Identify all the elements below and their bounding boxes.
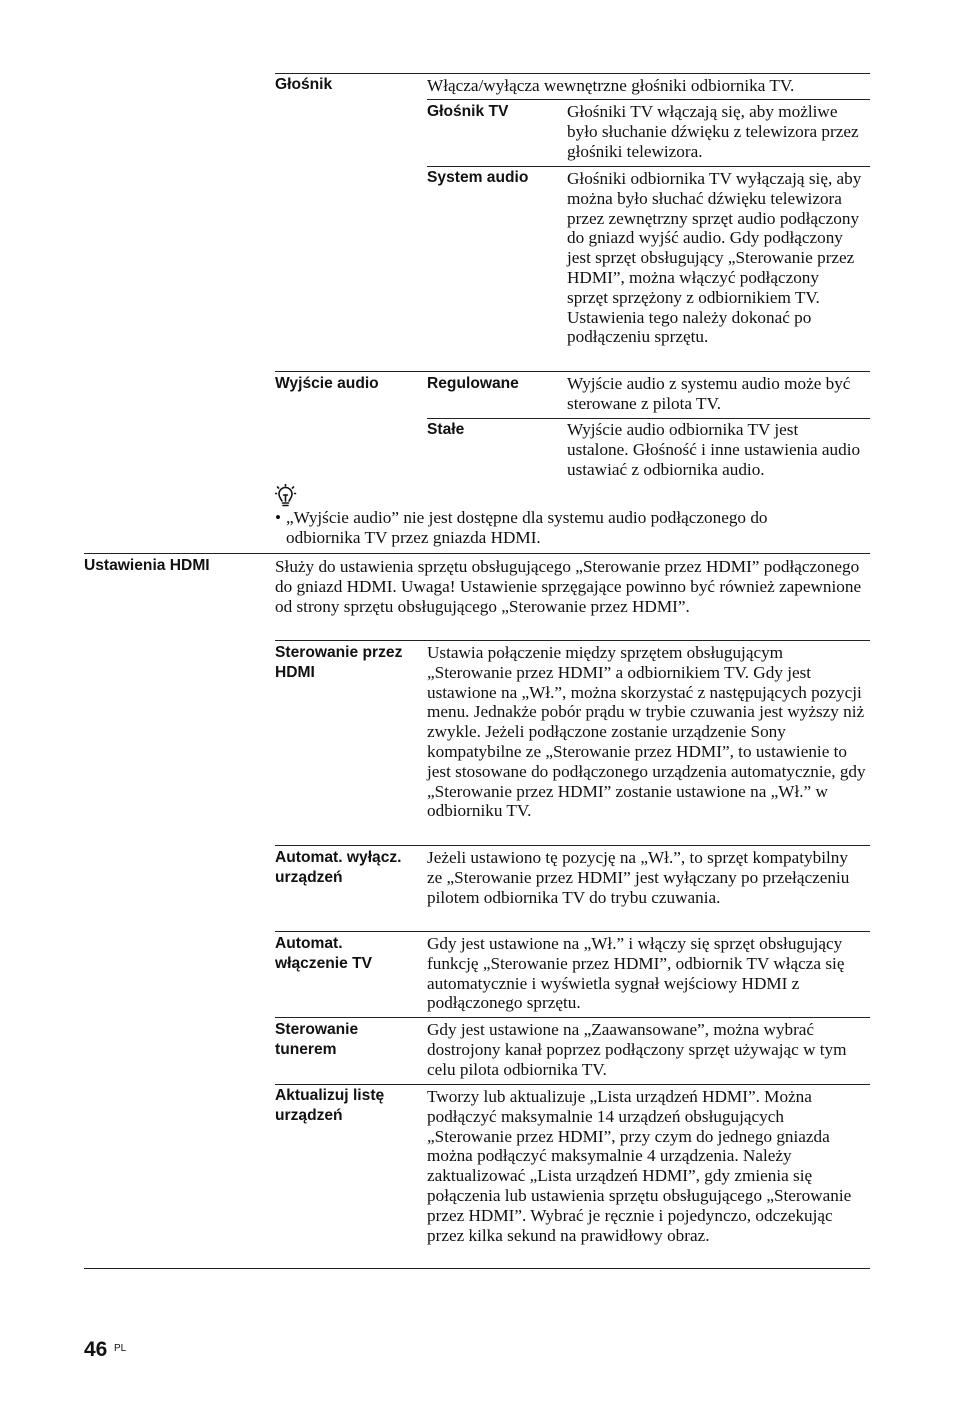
rule-hdmi-row-4 xyxy=(275,1084,870,1085)
glosnik-label: Głośnik xyxy=(275,76,333,93)
glosnik-tv-label: Głośnik TV xyxy=(427,103,509,120)
hdmi-row-label-sterowanie: Sterowanie przez HDMI xyxy=(275,644,403,681)
rule-wyjscie xyxy=(275,371,870,372)
tip-text: „Wyjście audio” nie jest dostępne dla systemu audio podłączonego do odbiornika TV przez gniazda HDMI. xyxy=(286,508,768,547)
regulowane-desc: Wyjście audio z systemu audio może być sterowane z pilota TV. xyxy=(567,374,851,413)
rule-stale xyxy=(427,418,870,419)
lightbulb-icon xyxy=(275,484,297,508)
stale-desc: Wyjście audio odbiornika TV jest ustalone. Głośność i inne ustawienia audio ustawiać z odbiornika audio. xyxy=(567,420,861,479)
hdmi-label: Ustawienia HDMI xyxy=(84,557,210,574)
rule-top xyxy=(275,73,870,74)
wyjscie-label: Wyjście audio xyxy=(275,375,379,392)
hdmi-row-desc-aktualizuj: Tworzy lub aktualizuje „Lista urządzeń HDMI”. Można podłączyć maksymalnie 14 urządzeń obsługujących „Sterowanie przez HDMI”, przy czym do jednego gniazda można podłączyć maksymalnie 4 urządzenia. Należy zaktualizować „Lista urządzeń HDMI”, gdy zmienia się połączenia lub ustawienia sprzętu obsługującego „Sterowanie przez HDMI”. Wybrać je ręcznie i pojedynczo, odczekując przez kilka sekund na prawidłowy obraz. xyxy=(427,1087,852,1245)
hdmi-row-label-automat-wylacz: Automat. wyłącz. urządzeń xyxy=(275,849,402,886)
hdmi-row-desc-tuner: Gdy jest ustawione na „Zaawansowane”, można wybrać dostrojony kanał poprzez podłączony sprzęt używając w tym celu pilota odbiornika TV. xyxy=(427,1020,847,1079)
rule-glosnik-tv xyxy=(427,99,870,100)
rule-system-audio xyxy=(427,166,870,167)
system-audio-label: System audio xyxy=(427,169,529,186)
rule-hdmi-row-3 xyxy=(275,1017,870,1018)
tip-bullet: • xyxy=(275,508,282,527)
rule-hdmi-row-0 xyxy=(275,640,870,641)
hdmi-row-label-automat-wlaczenie: Automat. włączenie TV xyxy=(275,935,373,972)
hdmi-row-desc-sterowanie: Ustawia połączenie między sprzętem obsługującym „Sterowanie przez HDMI” a odbiornikiem TV. Gdy jest ustawione na „Wł.”, można skorzystać z następujących pozycji menu. Jednakże pobór prądu w trybie czuwania jest wyższy niż zwykle. Jeżeli podłączone zostanie urządzenie Sony kompatybilne ze „Sterowanie przez HDMI”, to ustawienie to jest stosowane do podłączonego urządzenia automatycznie, gdy „Sterowanie przez HDMI” zostanie ustawione na „Wł.” w odbiorniku TV. xyxy=(427,643,866,821)
rule-hdmi-row-2 xyxy=(275,931,870,932)
rule-bottom xyxy=(84,1268,870,1269)
hdmi-row-desc-automat-wlaczenie: Gdy jest ustawione na „Wł.” i włączy się sprzęt obsługujący funkcję „Sterowanie przez HDMI”, odbiornik TV włącza się automatycznie i wyświetla sygnał wejściowy HDMI z podłączonego sprzętu. xyxy=(427,934,845,1013)
system-audio-desc: Głośniki odbiornika TV wyłączają się, aby można było słuchać dźwięku telewizora przez zewnętrzny sprzęt audio podłączony do gniazd wyjść audio. Gdy podłączony jest sprzęt obsługujący „Sterowanie przez HDMI”, można włączyć podłączony sprzęt sprzężony z odbiornikiem TV. Ustawienia tego należy dokonać po podłączeniu sprzętu. xyxy=(567,169,862,347)
hdmi-row-label-aktualizuj: Aktualizuj listę urządzeń xyxy=(275,1087,385,1124)
page-lang: PL xyxy=(114,1343,127,1354)
page-number: 46 xyxy=(84,1338,108,1361)
hdmi-intro: Służy do ustawienia sprzętu obsługującego „Sterowanie przez HDMI” podłączonego do gniazd HDMI. Uwaga! Ustawienie sprzęgające powinno być również zapewnione od strony sprzętu obsługującego „Sterowanie przez HDMI”. xyxy=(275,557,862,616)
stale-label: Stałe xyxy=(427,421,465,438)
glosnik-tv-desc: Głośniki TV włączają się, aby możliwe było słuchanie dźwięku z telewizora przez głośniki telewizora. xyxy=(567,102,859,161)
regulowane-label: Regulowane xyxy=(427,375,519,392)
hdmi-row-label-tuner: Sterowanie tunerem xyxy=(275,1021,359,1058)
rule-hdmi-row-1 xyxy=(275,845,870,846)
rule-hdmi xyxy=(84,553,870,554)
glosnik-desc: Włącza/wyłącza wewnętrzne głośniki odbiornika TV. xyxy=(427,76,795,95)
hdmi-row-desc-automat-wylacz: Jeżeli ustawiono tę pozycję na „Wł.”, to sprzęt kompatybilny ze „Sterowanie przez HDMI” jest wyłączany po przełączeniu pilotem odbiornika TV do trybu czuwania. xyxy=(427,848,850,907)
